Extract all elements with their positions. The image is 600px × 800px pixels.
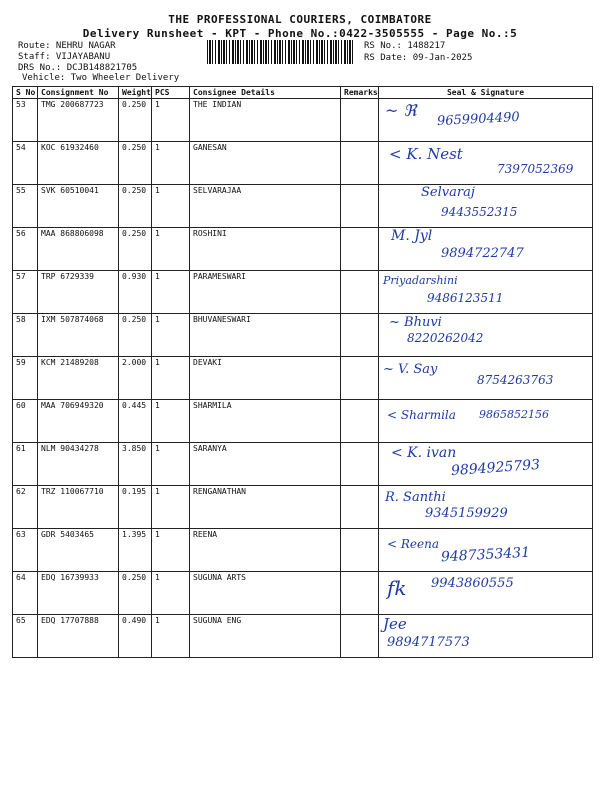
col-header-pcs: PCS — [152, 87, 190, 99]
signature-name: ~ Bhuvi — [389, 315, 442, 330]
signature-phone: 8754263763 — [477, 373, 554, 387]
signature-name: Selvaraj — [421, 185, 475, 200]
runsheet-table — [12, 86, 593, 658]
signature-name: < K. Nest — [389, 145, 463, 163]
cell-pcs: 1 — [152, 357, 190, 400]
signature-name: < Sharmila — [387, 408, 456, 422]
cell-sno: 60 — [13, 400, 38, 443]
cell-consignee: BHUVANESWARI — [190, 314, 341, 357]
signature-name: R. Santhi — [385, 490, 446, 505]
cell-signature — [379, 357, 593, 400]
cell-consignee: GANESAN — [190, 142, 341, 185]
cell-sno: 65 — [13, 615, 38, 658]
cell-remarks — [341, 529, 379, 572]
signature-phone: 9345159929 — [425, 506, 508, 521]
signature-phone: 9943860555 — [431, 576, 514, 591]
cell-pcs: 1 — [152, 99, 190, 142]
cell-consignment: KOC 61932460 — [38, 142, 119, 185]
table-row — [13, 400, 593, 443]
cell-signature — [379, 99, 593, 142]
cell-consignee: DEVAKI — [190, 357, 341, 400]
cell-consignment: EDQ 17707888 — [38, 615, 119, 658]
cell-pcs: 1 — [152, 185, 190, 228]
cell-consignment: SVK 60510041 — [38, 185, 119, 228]
table-row — [13, 142, 593, 185]
signature-name: Jee — [383, 615, 407, 633]
cell-remarks — [341, 228, 379, 271]
col-header-signature: Seal & Signature — [379, 87, 593, 99]
signature-phone: 8220262042 — [407, 331, 484, 345]
cell-remarks — [341, 271, 379, 314]
cell-consignee: REENA — [190, 529, 341, 572]
cell-remarks — [341, 314, 379, 357]
signature-phone: 9659904490 — [436, 109, 521, 130]
barcode — [207, 40, 355, 64]
cell-pcs: 1 — [152, 615, 190, 658]
cell-weight: 0.250 — [119, 99, 152, 142]
cell-remarks — [341, 357, 379, 400]
signature-phone: 9865852156 — [479, 408, 549, 421]
cell-pcs: 1 — [152, 529, 190, 572]
cell-signature — [379, 572, 593, 615]
cell-consignment: MAA 868806098 — [38, 228, 119, 271]
table-row — [13, 486, 593, 529]
signature-name: < Reena — [387, 537, 439, 551]
cell-sno: 55 — [13, 185, 38, 228]
table-row — [13, 185, 593, 228]
cell-consignment: TRZ 110067710 — [38, 486, 119, 529]
table-row — [13, 572, 593, 615]
cell-pcs: 1 — [152, 228, 190, 271]
cell-remarks — [341, 443, 379, 486]
table-row — [13, 357, 593, 400]
cell-consignment: KCM 21489208 — [38, 357, 119, 400]
cell-remarks — [341, 142, 379, 185]
cell-weight: 0.490 — [119, 615, 152, 658]
cell-sno: 59 — [13, 357, 38, 400]
cell-weight: 0.250 — [119, 228, 152, 271]
cell-pcs: 1 — [152, 572, 190, 615]
cell-weight: 0.195 — [119, 486, 152, 529]
cell-sno: 64 — [13, 572, 38, 615]
col-header-sno: S No — [13, 87, 38, 99]
cell-pcs: 1 — [152, 486, 190, 529]
route-label: Route: NEHRU NAGAR — [18, 41, 116, 51]
cell-consignment: IXM 507874068 — [38, 314, 119, 357]
table-row — [13, 529, 593, 572]
table-row — [13, 314, 593, 357]
cell-signature — [379, 615, 593, 658]
cell-weight: 0.930 — [119, 271, 152, 314]
runsheet-subtitle: Delivery Runsheet - KPT - Phone No.:0422-3505555 - Page No.:5 — [82, 27, 518, 40]
signature-name: ~ V. Say — [383, 362, 438, 377]
cell-sno: 54 — [13, 142, 38, 185]
cell-signature — [379, 486, 593, 529]
cell-weight: 1.395 — [119, 529, 152, 572]
cell-pcs: 1 — [152, 142, 190, 185]
cell-consignment: TMG 200687723 — [38, 99, 119, 142]
cell-sno: 53 — [13, 99, 38, 142]
table-row — [13, 228, 593, 271]
signature-phone: 9894925793 — [450, 456, 541, 480]
company-title: THE PROFESSIONAL COURIERS, COIMBATORE — [168, 13, 432, 26]
signature-phone: 7397052369 — [497, 162, 574, 176]
cell-weight: 0.250 — [119, 142, 152, 185]
cell-weight: 0.250 — [119, 572, 152, 615]
signature-name: ~ ℜ — [385, 101, 417, 120]
signature-phone: 9894722747 — [441, 246, 524, 261]
rs-number: RS No.: 1488217 — [364, 41, 446, 51]
cell-pcs: 1 — [152, 400, 190, 443]
staff-label: Staff: VIJAYABANU — [18, 52, 111, 62]
cell-signature — [379, 529, 593, 572]
signature-phone: 9443552315 — [441, 205, 518, 219]
cell-weight: 2.000 — [119, 357, 152, 400]
cell-consignee: SHARMILA — [190, 400, 341, 443]
rs-date: RS Date: 09-Jan-2025 — [364, 53, 473, 63]
signature-phone: 9487353431 — [440, 544, 531, 566]
cell-sno: 61 — [13, 443, 38, 486]
cell-consignment: GDR 5403465 — [38, 529, 119, 572]
cell-signature — [379, 443, 593, 486]
cell-consignee: RENGANATHAN — [190, 486, 341, 529]
cell-consignee: THE INDIAN — [190, 99, 341, 142]
drs-number: DRS No.: DCJB148821705 — [18, 63, 138, 73]
cell-weight: 0.250 — [119, 185, 152, 228]
col-header-remarks: Remarks — [341, 87, 379, 99]
cell-consignee: SUGUNA ENG — [190, 615, 341, 658]
cell-sno: 56 — [13, 228, 38, 271]
cell-signature — [379, 185, 593, 228]
cell-pcs: 1 — [152, 443, 190, 486]
signature-name: Priyadarshini — [383, 274, 458, 287]
signature-phone: 9486123511 — [427, 291, 504, 305]
cell-signature — [379, 314, 593, 357]
cell-sno: 63 — [13, 529, 38, 572]
cell-remarks — [341, 572, 379, 615]
cell-remarks — [341, 99, 379, 142]
cell-weight: 0.250 — [119, 314, 152, 357]
cell-consignee: ROSHINI — [190, 228, 341, 271]
table-header-row — [13, 87, 593, 99]
cell-consignment: NLM 90434278 — [38, 443, 119, 486]
signature-phone: 9894717573 — [387, 635, 470, 650]
vehicle-label: Vehicle: Two Wheeler Delivery — [22, 73, 180, 83]
cell-signature — [379, 228, 593, 271]
cell-pcs: 1 — [152, 271, 190, 314]
table-row — [13, 271, 593, 314]
cell-remarks — [341, 486, 379, 529]
cell-signature — [379, 400, 593, 443]
signature-name: < K. ivan — [391, 445, 457, 461]
cell-consignee: SELVARAJAA — [190, 185, 341, 228]
table-row — [13, 99, 593, 142]
cell-sno: 62 — [13, 486, 38, 529]
cell-pcs: 1 — [152, 314, 190, 357]
col-header-weight: Weight — [119, 87, 152, 99]
table-row — [13, 443, 593, 486]
cell-sno: 58 — [13, 314, 38, 357]
cell-signature — [379, 142, 593, 185]
cell-signature — [379, 271, 593, 314]
col-header-consignment: Consignment No — [38, 87, 119, 99]
cell-consignment: TRP 6729339 — [38, 271, 119, 314]
cell-remarks — [341, 615, 379, 658]
cell-remarks — [341, 400, 379, 443]
col-header-consignee: Consignee Details — [190, 87, 341, 99]
cell-consignment: MAA 706949320 — [38, 400, 119, 443]
signature-name: fk — [387, 576, 407, 600]
cell-weight: 0.445 — [119, 400, 152, 443]
cell-consignee: PARAMESWARI — [190, 271, 341, 314]
cell-consignee: SARANYA — [190, 443, 341, 486]
cell-consignee: SUGUNA ARTS — [190, 572, 341, 615]
signature-name: M. Jyl — [391, 228, 433, 244]
cell-consignment: EDQ 16739933 — [38, 572, 119, 615]
table-row — [13, 615, 593, 658]
cell-weight: 3.850 — [119, 443, 152, 486]
cell-sno: 57 — [13, 271, 38, 314]
cell-remarks — [341, 185, 379, 228]
